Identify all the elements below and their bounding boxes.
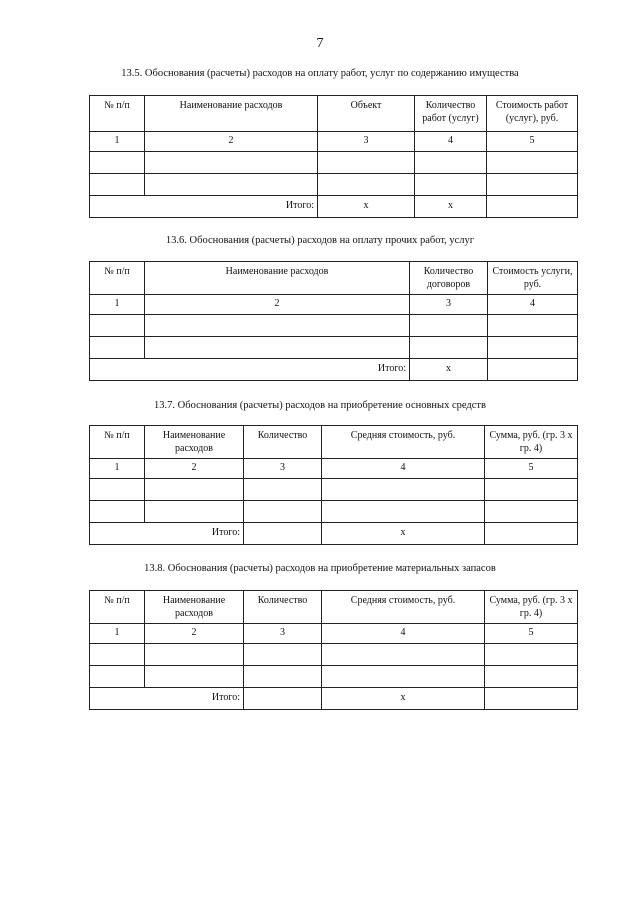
header-cell: Сумма, руб. (гр. 3 х гр. 4) — [485, 591, 578, 624]
total-value-cell[interactable] — [487, 196, 578, 218]
empty-cell[interactable] — [318, 152, 415, 174]
empty-cell[interactable] — [322, 479, 485, 501]
header-cell: № п/п — [90, 591, 145, 624]
column-number: 4 — [322, 624, 485, 644]
column-number: 2 — [145, 295, 410, 315]
table-header-row — [90, 426, 578, 459]
table-row — [90, 644, 578, 666]
empty-cell[interactable] — [90, 666, 145, 688]
section-title-13-8: 13.8. Обоснования (расчеты) расходов на приобретение материальных запасов — [144, 563, 496, 574]
empty-cell[interactable] — [90, 174, 145, 196]
header-cell: Стоимость работ (услуг), руб. — [487, 96, 578, 132]
table-header-row — [90, 591, 578, 624]
column-number-row — [90, 295, 578, 315]
total-value-cell[interactable] — [488, 359, 578, 381]
table-13-7 — [89, 425, 578, 545]
empty-cell[interactable] — [244, 666, 322, 688]
header-cell: Средняя стоимость, руб. — [322, 426, 485, 459]
column-number: 3 — [244, 624, 322, 644]
empty-cell[interactable] — [145, 479, 244, 501]
total-label: Итого: — [90, 359, 410, 381]
total-quantity-cell[interactable] — [244, 523, 322, 545]
total-value-cell[interactable] — [485, 688, 578, 710]
empty-cell[interactable] — [485, 479, 578, 501]
empty-cell[interactable] — [322, 501, 485, 523]
table-row — [90, 315, 578, 337]
column-number-row — [90, 132, 578, 152]
table-row — [90, 174, 578, 196]
column-number: 2 — [145, 132, 318, 152]
empty-cell[interactable] — [244, 479, 322, 501]
header-cell: № п/п — [90, 96, 145, 132]
column-number-row — [90, 459, 578, 479]
total-row — [90, 523, 578, 545]
column-number: 2 — [145, 459, 244, 479]
column-number: 5 — [485, 459, 578, 479]
header-cell: № п/п — [90, 262, 145, 295]
column-number: 5 — [485, 624, 578, 644]
empty-cell[interactable] — [90, 315, 145, 337]
empty-cell[interactable] — [145, 174, 318, 196]
column-number: 3 — [410, 295, 488, 315]
table-13-5 — [89, 95, 578, 218]
empty-cell[interactable] — [322, 666, 485, 688]
column-number: 1 — [90, 459, 145, 479]
section-title-13-5: 13.5. Обоснования (расчеты) расходов на оплату работ, услуг по содержанию имущества — [121, 68, 519, 79]
total-value-cell[interactable] — [485, 523, 578, 545]
header-cell: Наименование расходов — [145, 591, 244, 624]
empty-cell[interactable] — [487, 174, 578, 196]
empty-cell[interactable] — [145, 666, 244, 688]
empty-cell[interactable] — [90, 501, 145, 523]
header-cell: Наименование расходов — [145, 96, 318, 132]
x-mark: х — [415, 196, 487, 218]
header-cell: Количество — [244, 426, 322, 459]
x-mark: х — [322, 688, 485, 710]
empty-cell[interactable] — [90, 479, 145, 501]
column-number: 5 — [487, 132, 578, 152]
empty-cell[interactable] — [90, 152, 145, 174]
column-number: 3 — [318, 132, 415, 152]
empty-cell[interactable] — [488, 337, 578, 359]
page-number: 7 — [316, 36, 324, 51]
column-number: 4 — [322, 459, 485, 479]
empty-cell[interactable] — [145, 152, 318, 174]
empty-cell[interactable] — [145, 337, 410, 359]
column-number: 3 — [244, 459, 322, 479]
empty-cell[interactable] — [485, 666, 578, 688]
empty-cell[interactable] — [322, 644, 485, 666]
table-row — [90, 666, 578, 688]
header-cell: № п/п — [90, 426, 145, 459]
section-title-13-7: 13.7. Обоснования (расчеты) расходов на приобретение основных средств — [154, 400, 486, 411]
empty-cell[interactable] — [145, 315, 410, 337]
empty-cell[interactable] — [485, 501, 578, 523]
empty-cell[interactable] — [90, 644, 145, 666]
column-number: 1 — [90, 624, 145, 644]
header-cell: Сумма, руб. (гр. 3 х гр. 4) — [485, 426, 578, 459]
table-13-8 — [89, 590, 578, 710]
x-mark: х — [322, 523, 485, 545]
table-row — [90, 501, 578, 523]
total-label: Итого: — [90, 688, 244, 710]
x-mark: х — [318, 196, 415, 218]
total-row — [90, 359, 578, 381]
total-quantity-cell[interactable] — [244, 688, 322, 710]
header-cell: Средняя стоимость, руб. — [322, 591, 485, 624]
empty-cell[interactable] — [410, 337, 488, 359]
table-13-6 — [89, 261, 578, 381]
empty-cell[interactable] — [145, 644, 244, 666]
table-header-row — [90, 262, 578, 295]
column-number-row — [90, 624, 578, 644]
column-number: 1 — [90, 132, 145, 152]
column-number: 2 — [145, 624, 244, 644]
table-header-row — [90, 96, 578, 132]
empty-cell[interactable] — [244, 644, 322, 666]
empty-cell[interactable] — [318, 174, 415, 196]
empty-cell[interactable] — [487, 152, 578, 174]
empty-cell[interactable] — [415, 174, 487, 196]
header-cell: Наименование расходов — [145, 262, 410, 295]
total-row — [90, 196, 578, 218]
header-cell: Количество договоров — [410, 262, 488, 295]
header-cell: Количество — [244, 591, 322, 624]
empty-cell[interactable] — [244, 501, 322, 523]
empty-cell[interactable] — [415, 152, 487, 174]
table-row — [90, 152, 578, 174]
empty-cell[interactable] — [410, 315, 488, 337]
column-number: 1 — [90, 295, 145, 315]
empty-cell[interactable] — [488, 315, 578, 337]
header-cell: Объект — [318, 96, 415, 132]
total-row — [90, 688, 578, 710]
total-label: Итого: — [90, 196, 318, 218]
table-row — [90, 479, 578, 501]
header-cell: Стоимость услуги, руб. — [488, 262, 578, 295]
header-cell: Количество работ (услуг) — [415, 96, 487, 132]
table-row — [90, 337, 578, 359]
section-title-13-6: 13.6. Обоснования (расчеты) расходов на оплату прочих работ, услуг — [165, 235, 475, 246]
x-mark: х — [410, 359, 488, 381]
empty-cell[interactable] — [90, 337, 145, 359]
total-label: Итого: — [90, 523, 244, 545]
column-number: 4 — [415, 132, 487, 152]
column-number: 4 — [488, 295, 578, 315]
empty-cell[interactable] — [145, 501, 244, 523]
empty-cell[interactable] — [485, 644, 578, 666]
header-cell: Наименование расходов — [145, 426, 244, 459]
